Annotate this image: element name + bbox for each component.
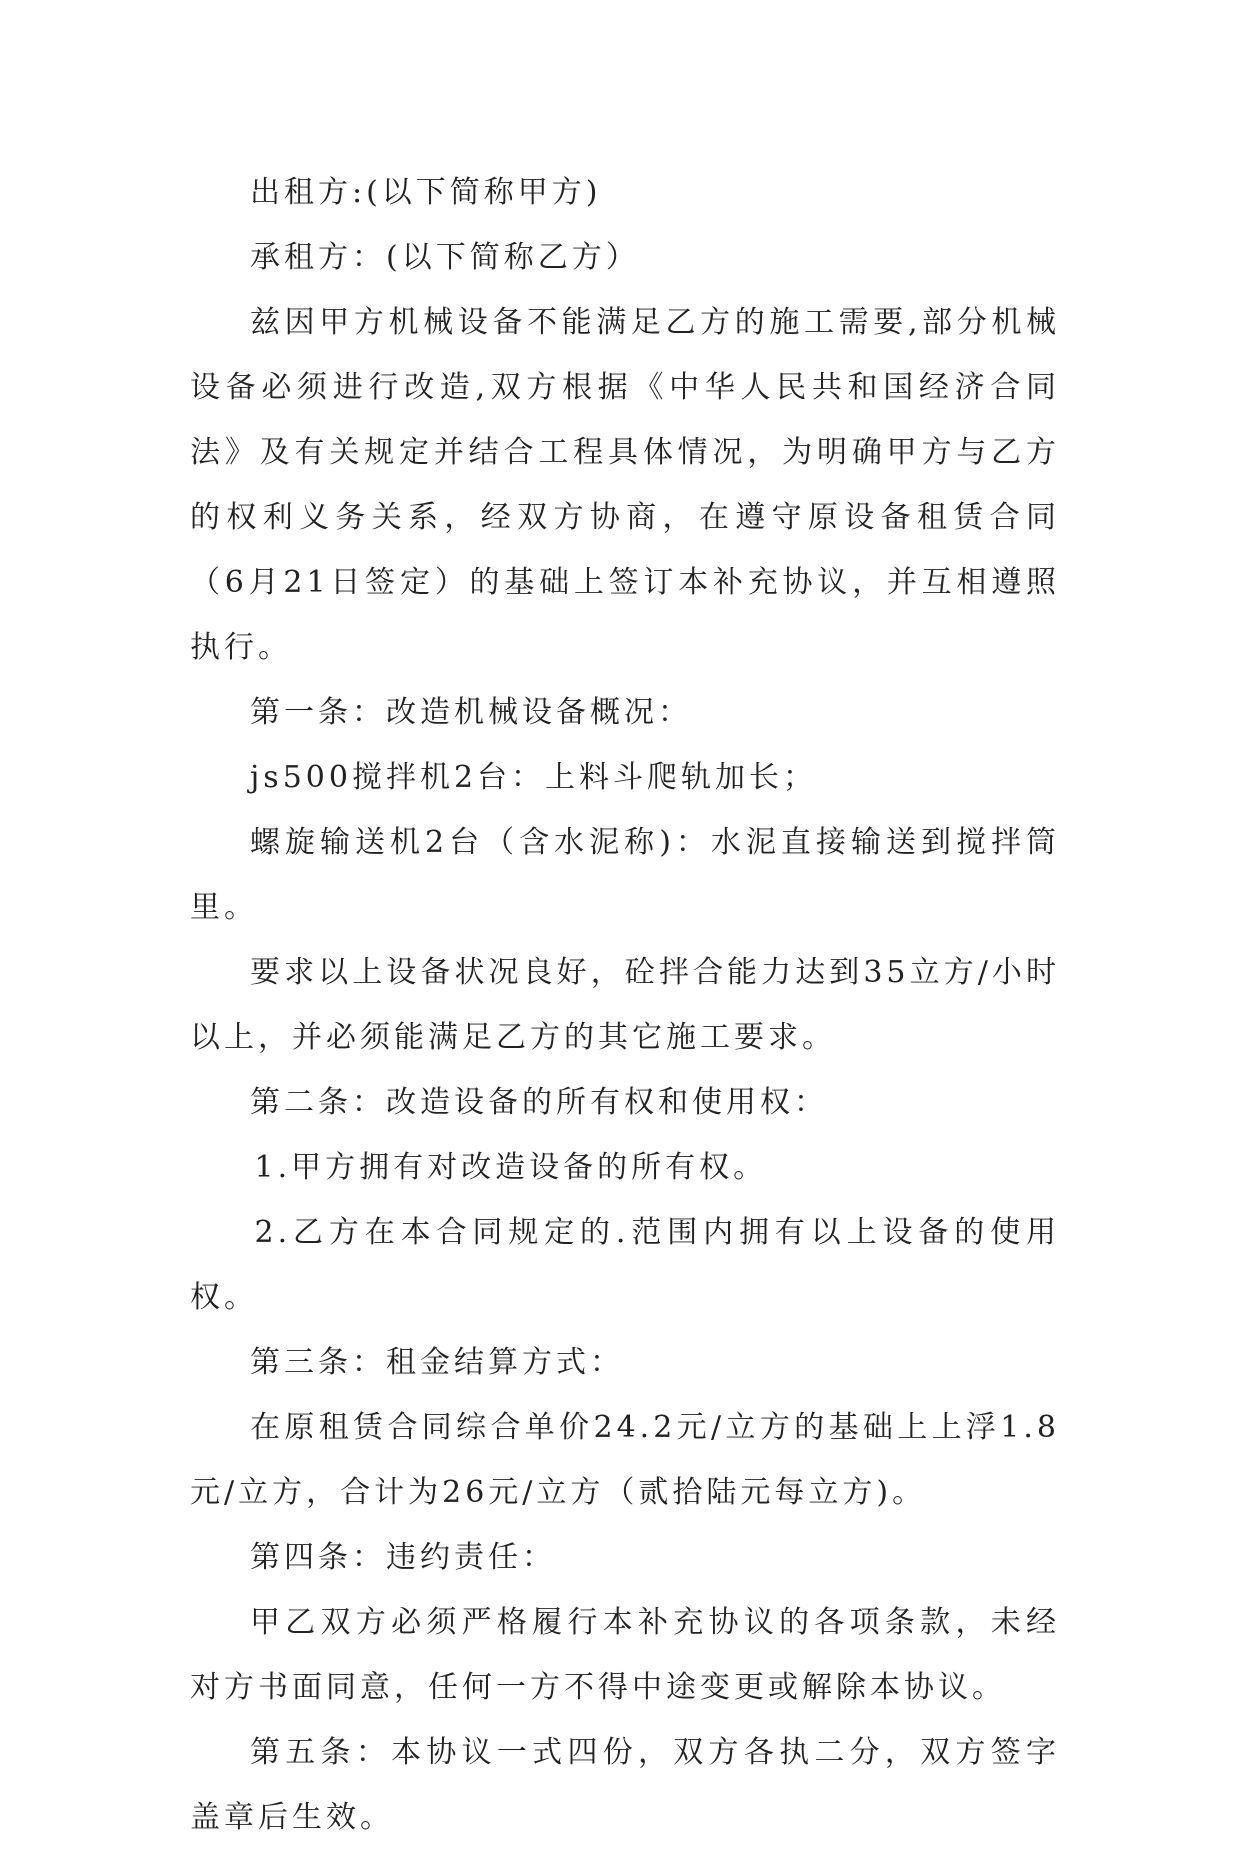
paragraph-lessee: 承租方：(以下简称乙方）: [250, 240, 640, 275]
article-4-body: 甲乙双方必须严格履行本补充协议的各项条款，未经对方书面同意，任何一方不得中途变更或解除本协议。: [190, 1605, 1060, 1705]
paragraph-lessor: 出租方:(以下简称甲方): [250, 175, 602, 210]
article-1-item-mixer: js500搅拌机2台：上料斗爬轨加长；: [250, 760, 818, 795]
article-2-heading: 第二条：改造设备的所有权和使用权：: [250, 1085, 828, 1120]
article-4-heading: 第四条：违约责任：: [250, 1540, 556, 1575]
paragraph-preamble: 兹因甲方机械设备不能满足乙方的施工需要,部分机械设备必须进行改造,双方根据《中华人民共和国经济合同法》及有关规定并结合工程具体情况，为明确甲方与乙方的权利义务关系，经双方协商，在遵守原设备租赁合同（6月21日签定）的基础上签订本补充协议，并互相遵照执行。: [190, 305, 1060, 665]
article-1-requirement: 要求以上设备状况良好，砼拌合能力达到35立方/小时以上，并必须能满足乙方的其它施工要求。: [190, 955, 1060, 1055]
article-2-item-1: 1.甲方拥有对改造设备的所有权。: [254, 1150, 768, 1185]
article-3-body: 在原租赁合同综合单价24.2元/立方的基础上上浮1.8元/立方，合计为26元/立方（贰拾陆元每立方)。: [190, 1410, 1060, 1510]
article-3-heading: 第三条：租金结算方式：: [250, 1345, 624, 1380]
article-1-heading: 第一条：改造机械设备概况：: [250, 695, 692, 730]
article-2-item-2: 2.乙方在本合同规定的.范围内拥有以上设备的使用权。: [190, 1215, 1060, 1315]
article-5: 第五条：本协议一式四份，双方各执二分，双方签字盖章后生效。: [190, 1735, 1060, 1835]
document-body: [190, 160, 1060, 1850]
article-1-item-conveyor: 螺旋输送机2台（含水泥称)：水泥直接输送到搅拌筒里。: [190, 825, 1060, 925]
